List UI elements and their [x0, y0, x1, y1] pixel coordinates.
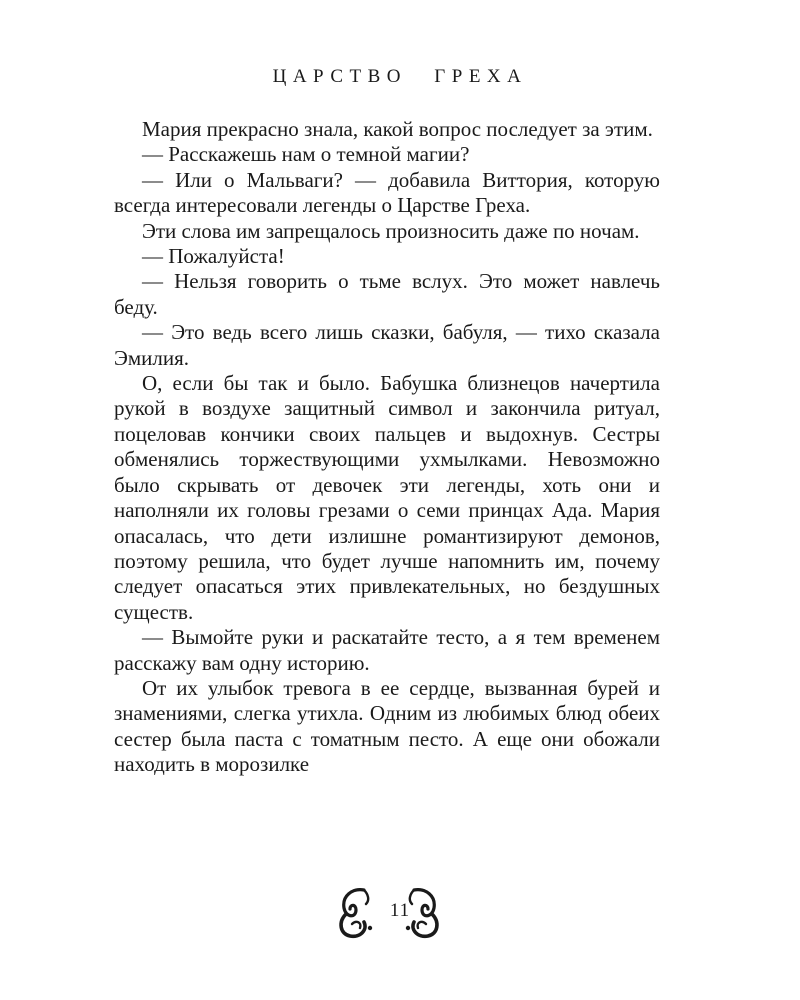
paragraph: — Вымойте руки и раскатайте тесто, а я тем временем расскажу вам одну историю.: [114, 625, 660, 675]
page-footer: [0, 884, 800, 940]
paragraph: — Это ведь всего лишь сказки, бабуля, — тихо сказала Эмилия.: [114, 320, 660, 370]
paragraph: От их улыбок тревога в ее сердце, вызванная бурей и знамениями, слегка утихла. Одним из любимых блюд обеих сестер была паста с томатным песто. А еще они обожали находить в морозилке: [114, 675, 660, 777]
running-head: ЦАРСТВО ГРЕХА: [272, 66, 528, 87]
paragraph: О, если бы так и было. Бабушка близнецов начертила рукой в воздухе защитный символ и закончила ритуал, поцеловав кончики своих пальцев и выдохнув. Сестры обменялись торжествующими ухмылками. Невозможно было скрывать от девочек эти легенды, хоть они и наполняли их головы грезами о семи принцах Ада. Мария опасалась, что дети излишне романтизируют демонов, поэтому решила, что будет лучше напомнить им, почему следует опасаться этих привлекательных, но бездушных существ.: [114, 371, 660, 624]
paragraph: Мария прекрасно знала, какой вопрос последует за этим.: [142, 117, 653, 141]
body-text: [114, 117, 660, 778]
paragraph: — Нельзя говорить о тьме вслух. Это может навлечь беду.: [114, 269, 660, 319]
page-number: 11: [389, 900, 411, 921]
paragraph: — Расскажешь нам о темной магии?: [142, 142, 470, 167]
paragraph: — Пожалуйста!: [142, 244, 285, 269]
paragraph: Эти слова им запрещалось произносить даже по ночам.: [142, 218, 640, 243]
flourish-right-icon: [400, 884, 444, 940]
paragraph: — Или о Мальваги? — добавила Виттория, которую всегда интересовали легенды о Царстве Греха.: [114, 167, 660, 218]
